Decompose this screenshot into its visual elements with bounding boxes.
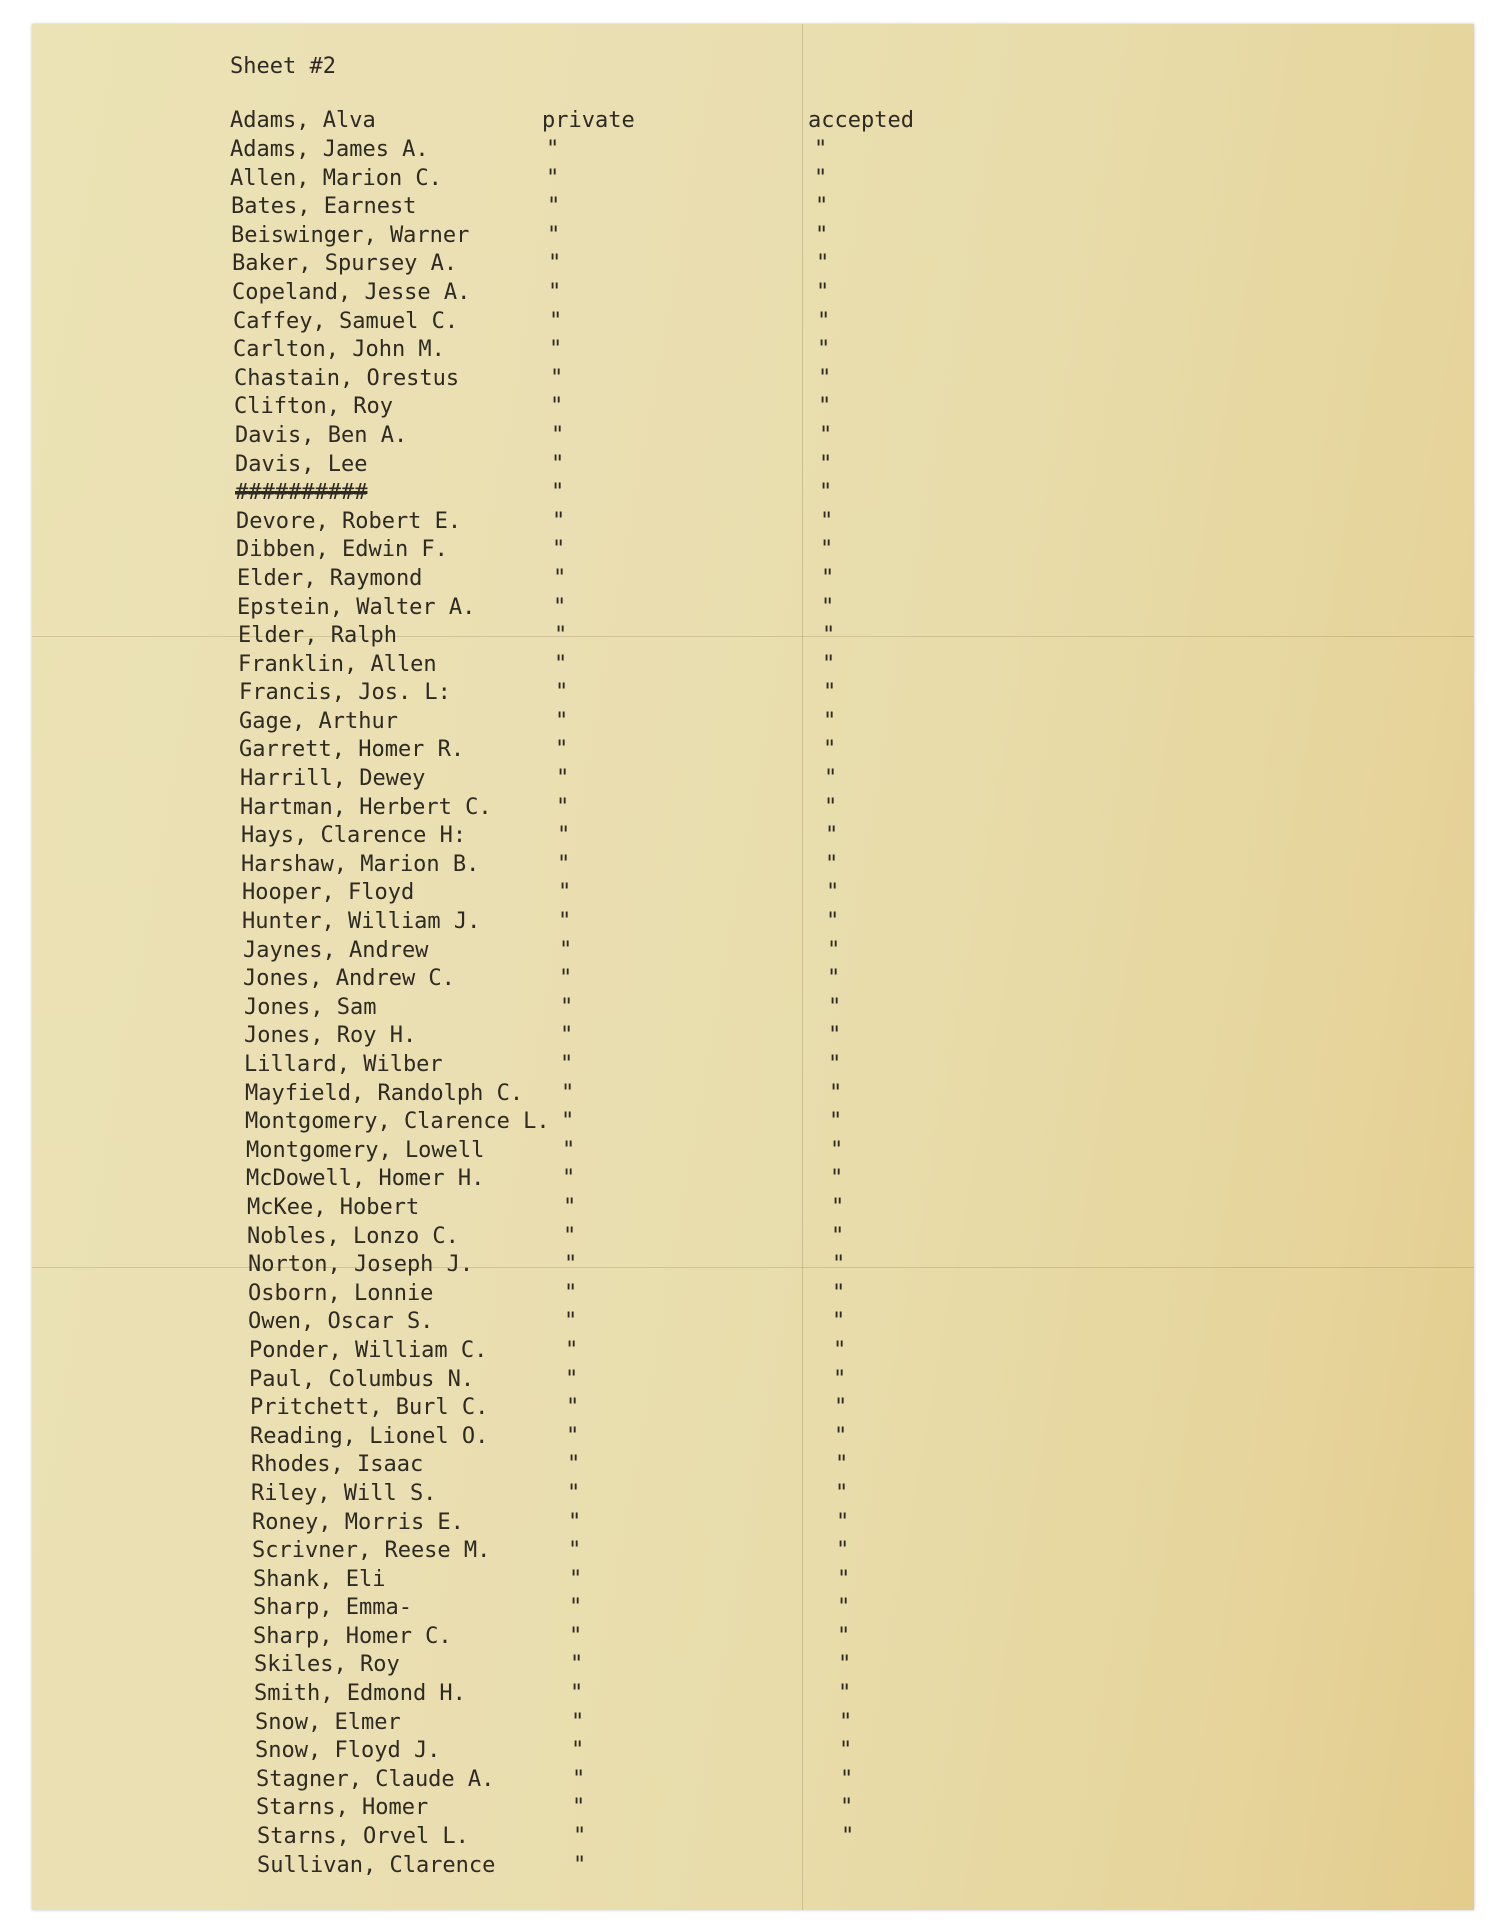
- roster-status: ": [816, 279, 830, 305]
- roster-name: Snow, Floyd J.: [255, 1738, 441, 1764]
- roster-row: [50, 1308, 1474, 1337]
- roster-name: Roney, Morris E.: [252, 1509, 464, 1535]
- roster-status: ": [820, 537, 834, 563]
- roster-rank: ": [559, 937, 573, 963]
- roster-name: Davis, Lee: [235, 451, 368, 477]
- roster-row: [45, 965, 1474, 994]
- roster-row: [50, 1280, 1474, 1309]
- roster-row: [55, 1566, 1474, 1595]
- roster-rank: ": [572, 1766, 586, 1792]
- roster-status: ": [824, 794, 838, 820]
- roster-row: [37, 451, 1474, 480]
- roster-rank: ": [564, 1309, 578, 1335]
- roster-rank: ": [547, 194, 561, 220]
- roster-name: Montgomery, Clarence L.: [245, 1109, 550, 1135]
- roster-status: ": [819, 422, 833, 448]
- roster-status: ": [820, 508, 834, 534]
- roster-rank: ": [564, 1280, 578, 1306]
- roster-row: [50, 1251, 1474, 1280]
- roster-status: ": [832, 1280, 846, 1306]
- roster-rank: ": [556, 794, 570, 820]
- roster-rank: ": [560, 1023, 574, 1049]
- roster-row: [58, 1794, 1474, 1823]
- roster-rank: ": [569, 1623, 583, 1649]
- roster-name: Hartman, Herbert C.: [240, 794, 492, 820]
- roster-name: Sullivan, Clarence: [257, 1852, 496, 1878]
- roster-rank: ": [571, 1709, 585, 1735]
- roster-row: [48, 1137, 1474, 1166]
- roster-name: Smith, Edmond H.: [254, 1681, 466, 1707]
- roster-row: [55, 1594, 1474, 1623]
- roster-status: ": [817, 308, 831, 334]
- roster-name: Jones, Sam: [244, 994, 377, 1020]
- roster-rank: ": [554, 651, 568, 677]
- roster-status: ": [819, 451, 833, 477]
- roster-name: Clifton, Roy: [234, 394, 393, 420]
- roster-rank: ": [565, 1337, 579, 1363]
- roster-row: [40, 622, 1474, 651]
- roster-name: Copeland, Jesse A.: [232, 279, 471, 305]
- roster-status: ": [837, 1566, 851, 1592]
- roster-rank: ": [570, 1652, 584, 1678]
- roster-row: [34, 279, 1474, 308]
- roster-name: Epstein, Walter A.: [237, 594, 476, 620]
- roster-rank: ": [568, 1509, 582, 1535]
- roster-row: [47, 1080, 1474, 1109]
- roster-rank: ": [573, 1824, 587, 1850]
- roster-row: [46, 1051, 1474, 1080]
- roster-rank: ": [550, 394, 564, 420]
- roster-name: Adams, James A.: [230, 137, 429, 162]
- roster-status: ": [828, 1023, 842, 1049]
- roster-row: [59, 1823, 1474, 1852]
- roster-row: [56, 1651, 1474, 1680]
- roster-rank: ": [558, 880, 572, 906]
- roster-name: Shank, Eli: [253, 1566, 386, 1592]
- roster-name: Stagner, Claude A.: [256, 1766, 495, 1792]
- roster-row: [34, 250, 1474, 279]
- roster-name: Jaynes, Andrew: [243, 937, 429, 963]
- roster-name: Elder, Ralph: [238, 623, 397, 649]
- document-page: [32, 24, 1474, 1910]
- roster-status: ": [832, 1252, 846, 1278]
- roster-rank: ": [555, 737, 569, 763]
- roster-rank: ": [552, 537, 566, 563]
- roster-status: ": [839, 1709, 853, 1735]
- header-rank: private: [542, 108, 635, 133]
- roster-status: ": [838, 1681, 852, 1707]
- roster-rank: ": [547, 222, 561, 248]
- roster-status: ": [824, 766, 838, 792]
- roster-rank: ": [560, 1052, 574, 1077]
- roster-rank: ": [573, 1852, 587, 1878]
- roster-rank: ": [551, 422, 565, 448]
- roster-rank: ": [563, 1194, 577, 1220]
- roster-row: [41, 708, 1474, 737]
- roster-rank: ": [556, 766, 570, 792]
- roster-name: Lillard, Wilber: [244, 1052, 443, 1077]
- roster-row: [57, 1737, 1474, 1766]
- roster-rank: ": [553, 565, 567, 591]
- roster-row: [44, 908, 1474, 937]
- roster-rank: ": [569, 1566, 583, 1592]
- roster-status: ": [840, 1766, 854, 1792]
- roster-rank: ": [567, 1480, 581, 1506]
- roster-status: ": [839, 1738, 853, 1764]
- roster-header-row: [32, 108, 1474, 136]
- roster-row: [35, 336, 1474, 365]
- roster-name: Pritchett, Burl C.: [250, 1395, 489, 1421]
- roster-status: ": [822, 651, 836, 677]
- roster-rank: ": [555, 708, 569, 734]
- roster-name: Scrivner, Reese M.: [252, 1538, 491, 1564]
- roster-status: ": [831, 1223, 845, 1249]
- roster-status: ": [835, 1452, 849, 1478]
- roster-status: ": [836, 1509, 850, 1535]
- roster-rank: ": [551, 451, 565, 477]
- roster-status: ": [834, 1423, 848, 1449]
- roster-row: [42, 765, 1474, 794]
- roster-status: ": [826, 909, 840, 935]
- roster-name: Dibben, Edwin F.: [236, 537, 448, 563]
- roster-name: Hays, Clarence H:: [241, 823, 467, 849]
- roster-status: ": [828, 1052, 842, 1077]
- roster-rank: ": [555, 680, 569, 706]
- roster-name: Snow, Elmer: [255, 1709, 401, 1735]
- roster-name: Norton, Joseph J.: [248, 1252, 474, 1278]
- roster-row: [37, 422, 1474, 451]
- roster-name: Starns, Homer: [256, 1795, 429, 1821]
- roster-row: [51, 1337, 1474, 1366]
- roster-row: [33, 193, 1474, 222]
- roster-row: [43, 851, 1474, 880]
- roster-name: Caffey, Samuel C.: [233, 308, 459, 334]
- roster-status: ": [838, 1652, 852, 1678]
- roster-status: ": [832, 1309, 846, 1335]
- roster-name: Baker, Spursey A.: [232, 251, 458, 277]
- roster-row: [46, 994, 1474, 1023]
- roster-status: ": [818, 365, 832, 391]
- roster-row: [52, 1394, 1474, 1423]
- roster-name: Harshaw, Marion B.: [241, 851, 480, 877]
- roster-row: [43, 822, 1474, 851]
- roster-row: [33, 222, 1474, 251]
- roster-rank: ": [554, 623, 568, 649]
- roster-status: ": [823, 737, 837, 763]
- roster-status: ": [819, 480, 833, 506]
- roster-rank: ": [551, 480, 565, 506]
- roster-rank: ": [565, 1366, 579, 1392]
- roster-rank: ": [560, 994, 574, 1020]
- roster-name: Rhodes, Isaac: [251, 1452, 424, 1478]
- roster-rank: ": [559, 966, 573, 992]
- roster-rank: ": [548, 251, 562, 277]
- roster-rank: ": [561, 1080, 575, 1106]
- roster-status: ": [835, 1480, 849, 1506]
- roster-name: Beiswinger, Warner: [231, 222, 470, 248]
- roster-rank: ": [548, 279, 562, 305]
- roster-name: Riley, Will S.: [251, 1480, 437, 1506]
- roster-status: ": [814, 165, 828, 191]
- roster-row: [59, 1852, 1474, 1881]
- roster-name: Franklin, Allen: [238, 651, 437, 677]
- roster-name: Reading, Lionel O.: [250, 1423, 489, 1449]
- roster-rank: ": [564, 1252, 578, 1278]
- roster-row: [48, 1165, 1474, 1194]
- roster-row: [58, 1766, 1474, 1795]
- roster-name: McKee, Hobert: [247, 1194, 420, 1220]
- roster-status: ": [821, 594, 835, 620]
- roster-row: [42, 794, 1474, 823]
- roster-name: Allen, Marion C.: [230, 165, 442, 191]
- roster-rank: ": [546, 137, 560, 162]
- roster-row: [49, 1223, 1474, 1252]
- roster-rank: ": [571, 1738, 585, 1764]
- roster-row: [39, 565, 1474, 594]
- roster-rank: ": [549, 308, 563, 334]
- roster-rank: ": [567, 1452, 581, 1478]
- roster-rank: ": [546, 165, 560, 191]
- roster-rank: ": [572, 1795, 586, 1821]
- roster-name: Sharp, Emma-: [253, 1595, 412, 1621]
- roster-row: [36, 365, 1474, 394]
- roster-row: [54, 1537, 1474, 1566]
- roster-name: ##########: [235, 480, 368, 506]
- roster-name: Carlton, John M.: [233, 337, 445, 363]
- roster-row: [49, 1194, 1474, 1223]
- roster-status: ": [825, 823, 839, 849]
- roster-name: Paul, Columbus N.: [249, 1366, 475, 1392]
- roster-status: ": [823, 708, 837, 734]
- roster-name: Sharp, Homer C.: [253, 1623, 452, 1649]
- roster-status: ": [830, 1166, 844, 1192]
- roster-rank: ": [561, 1109, 575, 1135]
- header-status: accepted: [808, 108, 914, 133]
- roster-status: ": [827, 966, 841, 992]
- roster-row: [54, 1509, 1474, 1538]
- roster-name: Hooper, Floyd: [242, 880, 415, 906]
- roster-row: [39, 594, 1474, 623]
- roster-status: ": [833, 1337, 847, 1363]
- roster-rank: ": [549, 337, 563, 363]
- roster-name: Owen, Oscar S.: [248, 1309, 434, 1335]
- roster-status: ": [816, 251, 830, 277]
- roster-status: ": [823, 680, 837, 706]
- roster-status: ": [826, 880, 840, 906]
- header-name: Adams, Alva: [230, 108, 376, 133]
- roster-name: Bates, Earnest: [231, 194, 417, 220]
- roster-status: ": [833, 1366, 847, 1392]
- roster-name: Francis, Jos. L:: [239, 680, 451, 706]
- roster-status: ": [829, 1109, 843, 1135]
- roster-status: ": [815, 194, 829, 220]
- roster-status: ": [815, 222, 829, 248]
- roster-list: [32, 136, 1474, 1880]
- roster-status: ": [825, 851, 839, 877]
- roster-status: ": [818, 394, 832, 420]
- roster-row: [45, 937, 1474, 966]
- roster-name: McDowell, Homer H.: [246, 1166, 485, 1192]
- roster-status: ": [814, 137, 828, 162]
- roster-row: [55, 1623, 1474, 1652]
- roster-rank: ": [562, 1137, 576, 1163]
- roster-name: Montgomery, Lowell: [246, 1137, 485, 1163]
- roster-row: [51, 1366, 1474, 1395]
- roster-row: [38, 508, 1474, 537]
- roster-status: ": [817, 337, 831, 363]
- roster-name: Chastain, Orestus: [234, 365, 460, 391]
- roster-name: Devore, Robert E.: [236, 508, 462, 534]
- roster-row: [53, 1451, 1474, 1480]
- roster-rank: ": [552, 508, 566, 534]
- roster-rank: ": [550, 365, 564, 391]
- roster-row: [41, 736, 1474, 765]
- roster-status: ": [827, 937, 841, 963]
- roster-status: ": [836, 1538, 850, 1564]
- roster-name: Harrill, Dewey: [240, 766, 426, 792]
- roster-status: ": [821, 565, 835, 591]
- roster-name: Starns, Orvel L.: [257, 1824, 469, 1850]
- roster-status: ": [834, 1395, 848, 1421]
- roster-rank: ": [566, 1395, 580, 1421]
- roster-name: Skiles, Roy: [254, 1652, 400, 1678]
- roster-name: Davis, Ben A.: [235, 422, 408, 448]
- roster-row: [35, 308, 1474, 337]
- roster-row: [57, 1709, 1474, 1738]
- roster-row: [32, 165, 1474, 194]
- roster-name: Elder, Raymond: [237, 565, 423, 591]
- roster-rank: ": [570, 1681, 584, 1707]
- roster-status: ": [829, 1080, 843, 1106]
- roster-rank: ": [563, 1223, 577, 1249]
- roster-row: [46, 1022, 1474, 1051]
- roster-status: ": [837, 1595, 851, 1621]
- roster-rank: ": [566, 1423, 580, 1449]
- roster-row: [32, 136, 1474, 165]
- roster-name: Garrett, Homer R.: [239, 737, 465, 763]
- roster-rank: ": [569, 1595, 583, 1621]
- roster-rank: ": [557, 823, 571, 849]
- roster-name: Mayfield, Randolph C.: [245, 1080, 524, 1106]
- roster-status: ": [837, 1623, 851, 1649]
- roster-status: ": [830, 1137, 844, 1163]
- roster-status: ": [840, 1795, 854, 1821]
- roster-row: [41, 679, 1474, 708]
- roster-name: Nobles, Lonzo C.: [247, 1223, 459, 1249]
- roster-status: ": [828, 994, 842, 1020]
- roster-rank: ": [568, 1538, 582, 1564]
- roster-rank: ": [562, 1166, 576, 1192]
- roster-name: Ponder, William C.: [249, 1337, 488, 1363]
- sheet-label: Sheet #2: [230, 54, 336, 79]
- roster-name: Jones, Andrew C.: [243, 966, 455, 992]
- roster-row: [37, 479, 1474, 508]
- roster-row: [36, 393, 1474, 422]
- roster-row: [53, 1480, 1474, 1509]
- roster-rank: ": [553, 594, 567, 620]
- roster-rank: ": [558, 909, 572, 935]
- roster-row: [52, 1423, 1474, 1452]
- roster-name: Jones, Roy H.: [244, 1023, 417, 1049]
- roster-row: [44, 879, 1474, 908]
- roster-row: [38, 536, 1474, 565]
- roster-name: Osborn, Lonnie: [248, 1280, 434, 1306]
- roster-row: [56, 1680, 1474, 1709]
- roster-status: ": [831, 1194, 845, 1220]
- roster-name: Gage, Arthur: [239, 708, 398, 734]
- roster-status: ": [841, 1824, 855, 1850]
- roster-rank: ": [557, 851, 571, 877]
- roster-row: [47, 1108, 1474, 1137]
- roster-row: [40, 651, 1474, 680]
- roster-status: ": [822, 623, 836, 649]
- roster-name: Hunter, William J.: [242, 909, 481, 935]
